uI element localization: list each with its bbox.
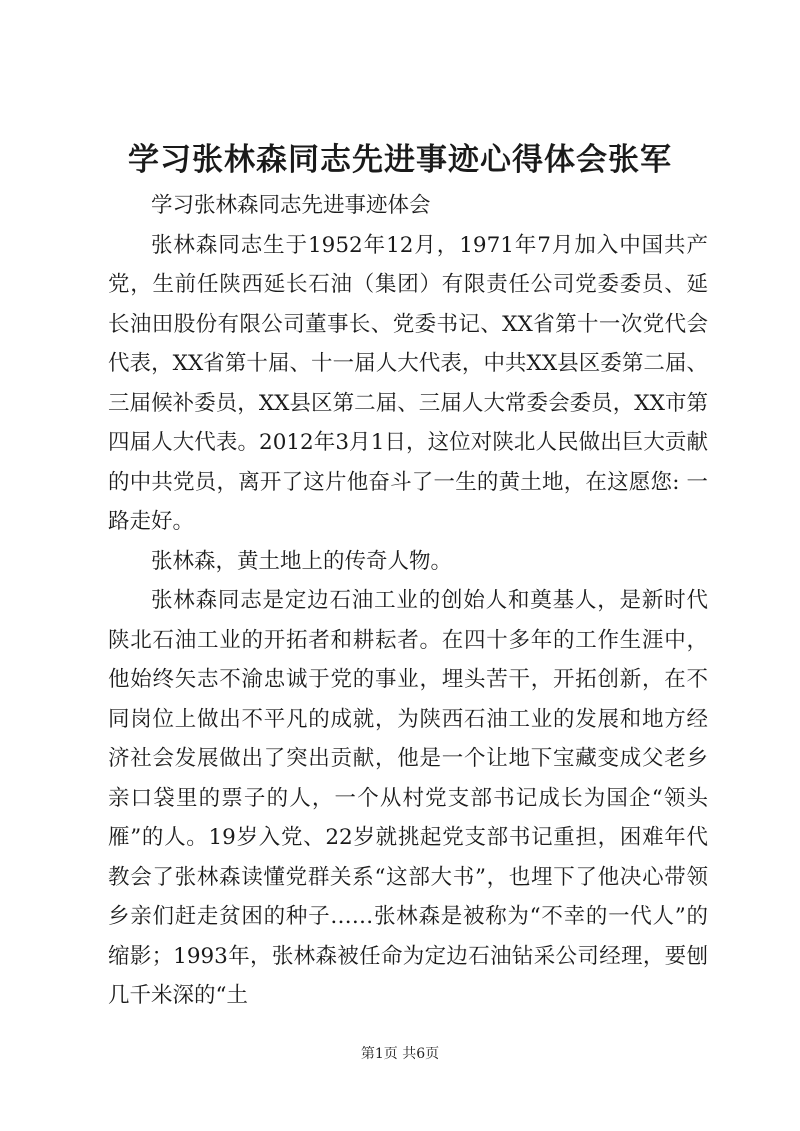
paragraph-career: 张林森同志是定边石油工业的创始人和奠基人，是新时代陕北石油工业的开拓者和耕耘者。在四十多年的工作生涯中，他始终矢志不渝忠诚于党的事业，埋头苦干，开拓创新，在不同岗位上做出不平凡的成就，为陕西石油工业的发展和地方经济社会发展做出了突出贡献，他是一个让地下宝藏变成父老乡亲口袋里的票子的人，一个从村党支部书记成长为国企“领头雁”的人。19岁入党、22岁就挑起党支部书记重担，困难年代教会了张林森读懂党群关系“这部大书”，也埋下了他决心带领乡亲们赶走贫困的种子……张林森是被称为“不幸的一代人”的缩影；1993年，张林森被任命为定边石油钻采公司经理，要刨几千米深的“土 xyxy=(108,588,708,1008)
paragraph-subtitle: 学习张林森同志先进事迹体会 xyxy=(151,193,431,218)
page-footer: 第1页 共6页 xyxy=(360,1046,440,1062)
paragraph-biography: 张林森同志生于1952年12月，1971年7月加入中国共产党，生前任陕西延长石油（集团）有限责任公司党委委员、延长油田股份有限公司董事长、党委书记、XX省第十一次党代会代表，XX省第十届、十一届人大代表，中共XX县区委第二届、三届候补委员，XX县区第二届、三届人大常委会委员，XX市第四届人大代表。2012年3月1日，这位对陕北人民做出巨大贡献的中共党员，离开了这片他奋斗了一生的黄土地，在这愿您: 一路走好。 xyxy=(108,232,708,534)
document-title: 学习张林森同志先进事迹心得体会张军 xyxy=(128,142,672,178)
document-body xyxy=(108,186,708,1016)
paragraph-legend: 张林森，黄土地上的传奇人物。 xyxy=(151,548,453,574)
